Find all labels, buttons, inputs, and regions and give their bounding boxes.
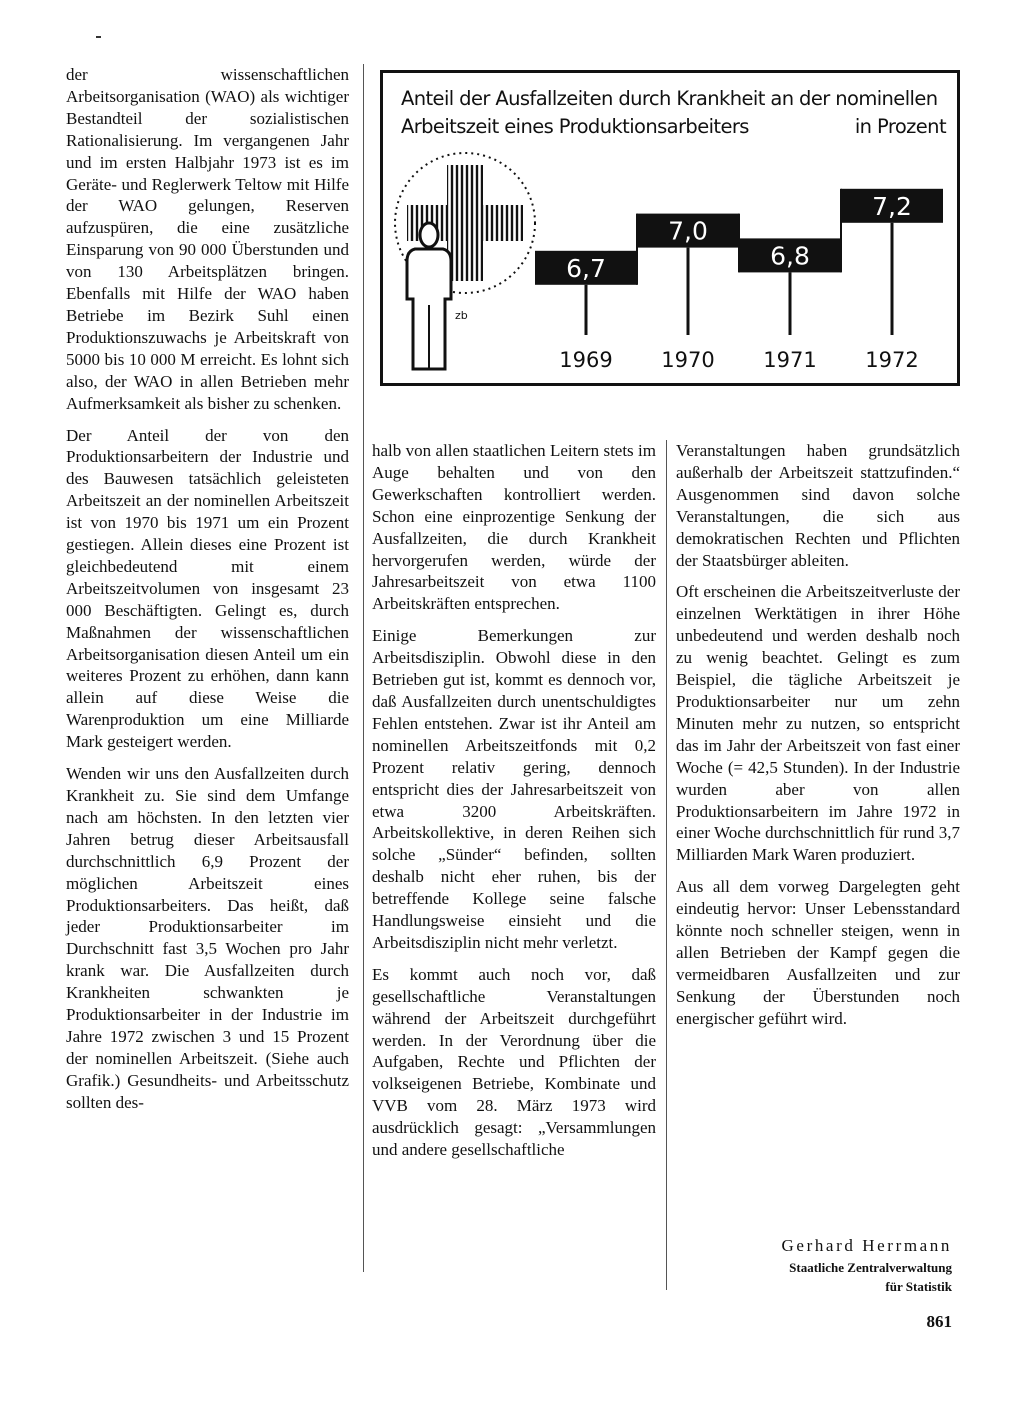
paragraph: Aus all dem vorweg Dargelegten geht eindeutig hervor: Unser Lebensstandard könnte noch schneller steigen, wenn in allen Betrieben der Kampf gegen die vermeidbaren Ausfallzeiten und zur Senkung der Überstunden noch energischer geführt wird. [676, 877, 960, 1028]
chart-unit-label: in Prozent [854, 115, 946, 138]
paragraph: Es kommt auch noch vor, daß gesellschaftliche Veranstaltungen während der Arbeitszeit durchgeführt werden. In der Verordnung über die Aufgaben, Rechte und Pflichten der volkseigenen Betriebe, Kombinate und VVB vom 28. März 1973 wird ausdrücklich gesagt: „Versammlungen und andere gesellschaftliche [372, 964, 656, 1160]
column-divider [363, 64, 364, 1272]
author-name: Gerhard Herrmann [781, 1236, 952, 1255]
page-number: 861 [926, 1312, 952, 1331]
author-organization-line-2: für Statistik [885, 1279, 952, 1294]
chart-title-line-2: Arbeitszeit eines Produktionsarbeiters [401, 115, 749, 138]
chart-svg [383, 73, 957, 383]
article-column-2 [372, 440, 656, 1171]
corner-mark [96, 36, 101, 38]
chart-figure [380, 70, 960, 386]
chart-year-label: 1970 [661, 348, 715, 372]
column-divider [666, 440, 667, 1290]
chart-value-label: 6,7 [566, 253, 606, 283]
chart-value-label: 6,8 [770, 241, 810, 271]
paragraph: Der Anteil der von den Produktionsarbeitern der Industrie und des Bauwesen tatsächlich geleisteten Arbeitszeit an der nominellen Arbeitszeit ist von 1970 bis 1971 um ein Prozent gestiegen. Allein dieses eine Prozent ist gleichbedeutend mit einem Arbeitszeitvolumen von insgesamt 23 000 Beschäftigten. Gelingt es, durch Maßnahmen der wissenschaftlichen Arbeitsorganisation diesen Anteil um ein weiteres Prozent zu erhöhen, dann kann allein auf diese Weise die Warenproduktion um eine Milliarde Mark gesteigert werden. [66, 425, 349, 752]
chart-bars [535, 189, 943, 372]
article-column-1 [66, 64, 349, 1124]
article-column-3 [676, 440, 960, 1040]
author-organization: Staatliche Zentralverwaltung [789, 1260, 952, 1275]
chart-year-label: 1969 [559, 348, 613, 372]
paragraph: halb von allen staatlichen Leitern stets im Auge behalten und von den Gewerkschaften kontrolliert werden. Schon eine einprozentige Senkung der Ausfallzeiten, die durch Krankheit hervorgerufen werden, würde der Jahresarbeitszeit von etwa 1100 Arbeitskräften entsprechen. [372, 441, 656, 614]
author-signature [676, 1234, 952, 1296]
paragraph: Wenden wir uns den Ausfallzeiten durch Krankheit zu. Sie sind dem Umfange nach am höchsten. In den letzten vier Jahren betrug dieser Arbeitsausfall durchschnittlich 6,9 Prozent der möglichen Arbeitszeit eines Produktionsarbeiters. Das heißt, daß jeder Produktionsarbeiter im Durchschnitt fast 3,5 Wochen pro Jahr krank war. Die Ausfallzeiten durch Krankheiten schwankten je Produktionsarbeiter in der Industrie im Jahre 1972 zwischen 3 und 15 Prozent der nominellen Arbeitszeit. (Siehe auch Grafik.) Gesundheits- und Arbeitsschutz sollten des- [66, 764, 349, 1112]
person-figure-icon [407, 223, 451, 369]
chart-year-label: 1972 [865, 348, 919, 372]
chart-value-label: 7,2 [872, 191, 912, 221]
chart-year-label: 1971 [763, 348, 817, 372]
chart-title-line-1: Anteil der Ausfallzeiten durch Krankheit an der nominellen [401, 87, 938, 110]
chart-value-label: 7,0 [668, 216, 708, 246]
paragraph: Veranstaltungen haben grundsätzlich außerhalb der Arbeitszeit stattzufinden.“ Ausgenommen sind davon solche Veranstaltungen, die sich aus demokratischen Rechten und Pflichten der Staatsbürger ableiten. [676, 441, 960, 570]
sick-worker-illustration [395, 153, 535, 369]
agency-logo-mark: zb [455, 309, 468, 322]
paragraph: Einige Bemerkungen zur Arbeitsdisziplin. Obwohl diese in den Betrieben gut ist, kommt es dennoch vor, daß Ausfallzeiten durch unentschuldigtes Fehlen entstehen. Zwar ist ihr Anteil am nominellen Arbeitszeitfonds mit 0,2 Prozent relativ gering, dennoch entspricht dies der Jahresarbeitszeit von etwa 3200 Arbeitskräften. Arbeitskollektive, in deren Reihen sich solche „Sünder“ befinden, sollten deshalb nicht eher ruhen, bis der betreffende Kollege seine falsche Handlungsweise einsieht und die Arbeitsdisziplin nicht mehr verletzt. [372, 626, 656, 952]
paragraph: der wissenschaftlichen Arbeitsorganisation (WAO) als wichtiger Bestandteil der sozialistischen Rationalisierung. Im vergangenen Jahr und im ersten Halbjahr 1973 ist es im Geräte- und Reglerwerk Teltow mit Hilfe der WAO gelungen, Reserven aufzuspüren, die eine zusätzliche Einsparung von 90 000 Überstunden und von 130 Arbeitsplätzen bringen. Ebenfalls mit Hilfe der WAO haben Betriebe im Bezirk Suhl einen Produktionszuwachs je Arbeitskraft von 5000 bis 10 000 M erreicht. Es lohnt sich also, der WAO in allen Betrieben mehr Aufmerksamkeit als bisher zu schenken. [66, 65, 349, 413]
paragraph: Oft erscheinen die Arbeitszeitverluste der einzelnen Werktätigen in ihrer Höhe unbedeutend und werden deshalb noch zu wenig beachtet. Gelingt es zum Beispiel, die tägliche Arbeitszeit je Produktionsarbeiter nur um zehn Minuten mehr zu nutzen, so entspricht das im Jahr der Arbeitszeit von fast einer Woche (= 42,5 Stunden). In der Industrie wurden aber von allen Produktionsarbeitern im Jahre 1972 in einer Woche durchschnittlich für rund 3,7 Milliarden Mark Waren produziert. [676, 582, 960, 865]
